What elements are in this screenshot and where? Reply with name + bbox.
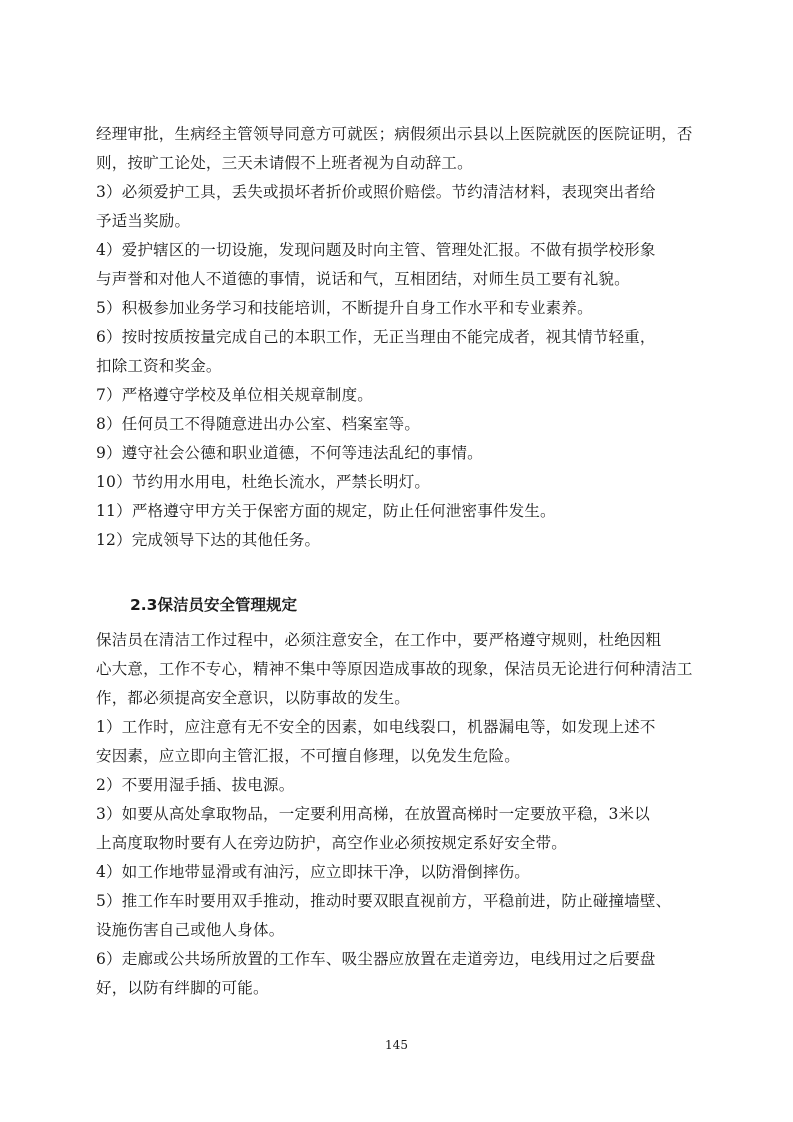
text-line: 6）走廊或公共场所放置的工作车、吸尘器应放置在走道旁边，电线用过之后要盘 bbox=[96, 950, 656, 968]
text-line: 安因素，应立即向主管汇报，不可擅自修理，以免发生危险。 bbox=[96, 747, 520, 765]
text-line: 4）如工作地带显滑或有油污，应立即抹干净，以防滑倒摔伤。 bbox=[96, 863, 530, 881]
text-line: 好，以防有绊脚的可能。 bbox=[96, 979, 269, 997]
text-line: 6）按时按质按量完成自己的本职工作，无正当理由不能完成者，视其情节轻重， bbox=[96, 328, 656, 346]
text-line: 经理审批，生病经主管领导同意方可就医；病假须出示县以上医院就医的医院证明，否 bbox=[96, 125, 693, 143]
text-line: 1）工作时，应注意有无不安全的因素，如电线裂口，机器漏电等，如发现上述不 bbox=[96, 718, 656, 736]
text-line: 则，按旷工论处，三天未请假不上班者视为自动辞工。 bbox=[96, 154, 473, 172]
text-line: 3）如要从高处拿取物品，一定要利用高梯，在放置高梯时一定要放平稳，3米以 bbox=[96, 805, 650, 823]
section-heading: 2.3保洁员安全管理规定 bbox=[130, 596, 297, 614]
text-line: 7）严格遵守学校及单位相关规章制度。 bbox=[96, 386, 373, 404]
text-line: 8）任何员工不得随意进出办公室、档案室等。 bbox=[96, 415, 421, 433]
text-line: 11）严格遵守甲方关于保密方面的规定，防止任何泄密事件发生。 bbox=[96, 502, 556, 520]
text-line: 予适当奖励。 bbox=[96, 212, 191, 230]
text-line: 5）推工作车时要用双手推动，推动时要双眼直视前方，平稳前进，防止碰撞墙壁、 bbox=[96, 892, 672, 910]
text-line: 作，都必须提高安全意识，以防事故的发生。 bbox=[96, 689, 411, 707]
text-line: 扣除工资和奖金。 bbox=[96, 357, 222, 375]
text-line: 9）遵守社会公德和职业道德，不何等违法乱纪的事情。 bbox=[96, 444, 483, 462]
text-line: 设施伤害自己或他人身体。 bbox=[96, 921, 285, 939]
text-line: 与声誉和对他人不道德的事情，说话和气，互相团结，对师生员工要有礼貌。 bbox=[96, 270, 630, 288]
text-line: 12）完成领导下达的其他任务。 bbox=[96, 531, 321, 549]
text-line: 5）积极参加业务学习和技能培训，不断提升自身工作水平和专业素养。 bbox=[96, 299, 593, 317]
text-line: 心大意，工作不专心，精神不集中等原因造成事故的现象，保洁员无论进行何种清洁工 bbox=[96, 660, 693, 678]
text-line: 10）节约用水用电，杜绝长流水，严禁长明灯。 bbox=[96, 473, 431, 491]
text-line: 2）不要用湿手插、拔电源。 bbox=[96, 776, 295, 794]
text-line: 3）必须爱护工具，丢失或损坏者折价或照价赔偿。节约清洁材料，表现突出者给 bbox=[96, 183, 656, 201]
text-line: 4）爱护辖区的一切设施，发现问题及时向主管、管理处汇报。不做有损学校形象 bbox=[96, 241, 656, 259]
text-line: 上高度取物时要有人在旁边防护，高空作业必须按规定系好安全带。 bbox=[96, 834, 568, 852]
page-number: 145 bbox=[385, 1038, 408, 1052]
text-line: 保洁员在清洁工作过程中，必须注意安全，在工作中，要严格遵守规则，杜绝因粗 bbox=[96, 631, 662, 649]
